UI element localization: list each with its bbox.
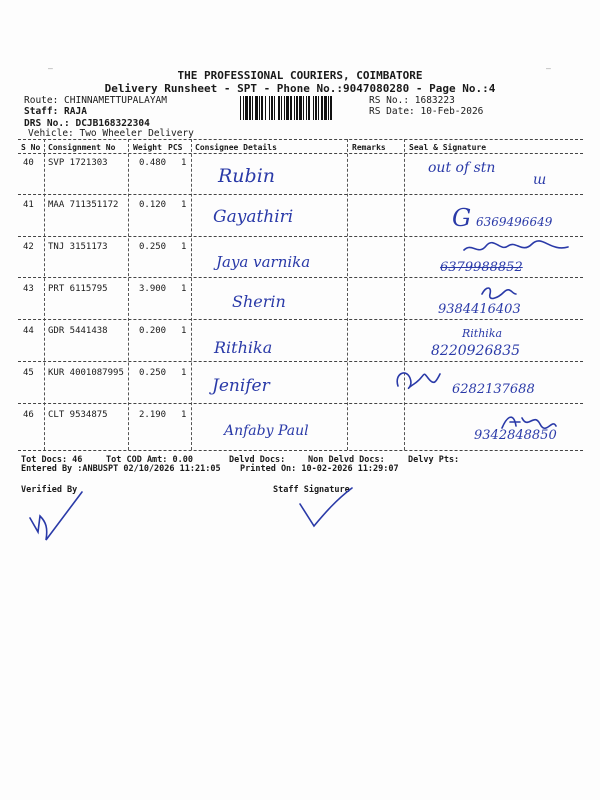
seal-signature-handwritten: out of stn [428, 160, 496, 176]
row-weight: 0.120 [139, 200, 167, 210]
non-delivered-docs: Non Delvd Docs: [308, 455, 385, 465]
row-weight: 0.480 [139, 158, 167, 168]
row-consignment-no: PRT 6115795 [48, 284, 108, 294]
scan-corner-mark-right: — [546, 64, 551, 73]
entered-by: Entered By :ANBUSPT 02/10/2026 11:21:05 [21, 464, 221, 474]
row-pcs: 1 [181, 368, 187, 378]
signature-initial-scribble: G [452, 204, 472, 232]
consignee-handwritten-name: Rithika [214, 338, 273, 357]
signature-scribble: ш [533, 172, 547, 188]
verified-by-label: Verified By [21, 485, 78, 495]
signature-scribble [392, 364, 444, 394]
seal-signature-handwritten: 9342848850 [474, 428, 557, 443]
col-header-sno: S No [21, 143, 41, 152]
consignee-handwritten-name: Jaya varnika [216, 253, 311, 271]
row-sno: 41 [23, 200, 34, 210]
table-top-rule [18, 139, 583, 140]
runsheet-subtitle: Delivery Runsheet - SPT - Phone No.:9047080280 - Page No.:4 [104, 82, 496, 95]
vehicle-text: Vehicle: Two Wheeler Delivery [28, 128, 194, 139]
signature-scribble [478, 284, 518, 302]
row-sno: 40 [23, 158, 34, 168]
row-weight: 2.190 [139, 410, 167, 420]
row-consignment-no: SVP 1721303 [48, 158, 108, 168]
consignee-handwritten-name: Anfaby Paul [224, 423, 309, 439]
row-consignment-no: GDR 5441438 [48, 326, 108, 336]
seal-signature-handwritten: 6369496649 [476, 215, 553, 229]
seal-signature-handwritten: 6282137688 [452, 382, 535, 397]
col-header-pcs: PCS [168, 143, 183, 152]
row-consignment-no: MAA 711351172 [48, 200, 119, 210]
row-weight: 3.900 [139, 284, 167, 294]
row-sno: 44 [23, 326, 34, 336]
table-bottom-rule [18, 450, 583, 451]
row-pcs: 1 [181, 200, 187, 210]
row-pcs: 1 [181, 326, 187, 336]
delivery-points: Delvy Pts: [408, 455, 460, 465]
consignee-handwritten-name: Sherin [232, 292, 286, 311]
consignee-handwritten-name: Gayathiri [213, 207, 294, 227]
row-pcs: 1 [181, 410, 187, 420]
table-header-rule [18, 153, 583, 154]
row-pcs: 1 [181, 242, 187, 252]
row-weight: 0.250 [139, 242, 167, 252]
verified-by-signature-mark [26, 488, 86, 544]
seal-signature-handwritten: 8220926835 [431, 343, 521, 359]
row-rule [18, 319, 583, 320]
row-sno: 43 [23, 284, 34, 294]
col-header-consignment: Consignment No [48, 143, 116, 152]
delivered-docs: Delvd Docs: [229, 455, 286, 465]
row-consignment-no: KUR 4001087995 [48, 368, 124, 378]
row-rule [18, 361, 583, 362]
consignee-handwritten-name: Jenifer [212, 376, 270, 396]
col-header-weight: Weight [133, 143, 162, 152]
row-sno: 46 [23, 410, 34, 420]
row-rule [18, 403, 583, 404]
route-text: Route: CHINNAMETTUPALAYAM [24, 95, 167, 106]
staff-text: Staff: RAJA [24, 106, 87, 117]
row-rule [18, 194, 583, 195]
row-pcs: 1 [181, 284, 187, 294]
staff-signature-label: Staff Signature [273, 485, 350, 495]
rs-number: RS No.: 1683223 [369, 95, 455, 106]
total-cod-amount: Tot COD Amt: 0.00 [106, 455, 193, 465]
seal-signature-handwritten: 9384416403 [438, 302, 521, 317]
row-weight: 0.200 [139, 326, 167, 336]
row-rule [18, 277, 583, 278]
rs-date: RS Date: 10-Feb-2026 [369, 106, 484, 117]
drs-barcode [240, 96, 366, 120]
seal-signature-handwritten: 6379988852 [440, 260, 523, 275]
row-sno: 42 [23, 242, 34, 252]
staff-signature-checkmark [296, 484, 356, 534]
printed-on: Printed On: 10-02-2026 11:29:07 [240, 464, 399, 474]
company-title: THE PROFESSIONAL COURIERS, COIMBATORE [177, 69, 423, 82]
row-weight: 0.250 [139, 368, 167, 378]
row-sno: 45 [23, 368, 34, 378]
total-docs: Tot Docs: 46 [21, 455, 83, 465]
row-pcs: 1 [181, 158, 187, 168]
scan-corner-mark-left: — [48, 64, 53, 73]
row-rule [18, 236, 583, 237]
signature-scribble [462, 238, 572, 260]
signature-name-scribble: Rithika [462, 327, 503, 340]
col-header-remarks: Remarks [352, 143, 386, 152]
col-header-signature: Seal & Signature [409, 143, 487, 152]
row-consignment-no: TNJ 3151173 [48, 242, 108, 252]
col-header-consignee: Consignee Details [195, 143, 277, 152]
consignee-handwritten-name: Rubin [218, 165, 276, 187]
row-consignment-no: CLT 9534875 [48, 410, 108, 420]
drs-number: DRS No.: DCJB168322304 [24, 118, 150, 129]
